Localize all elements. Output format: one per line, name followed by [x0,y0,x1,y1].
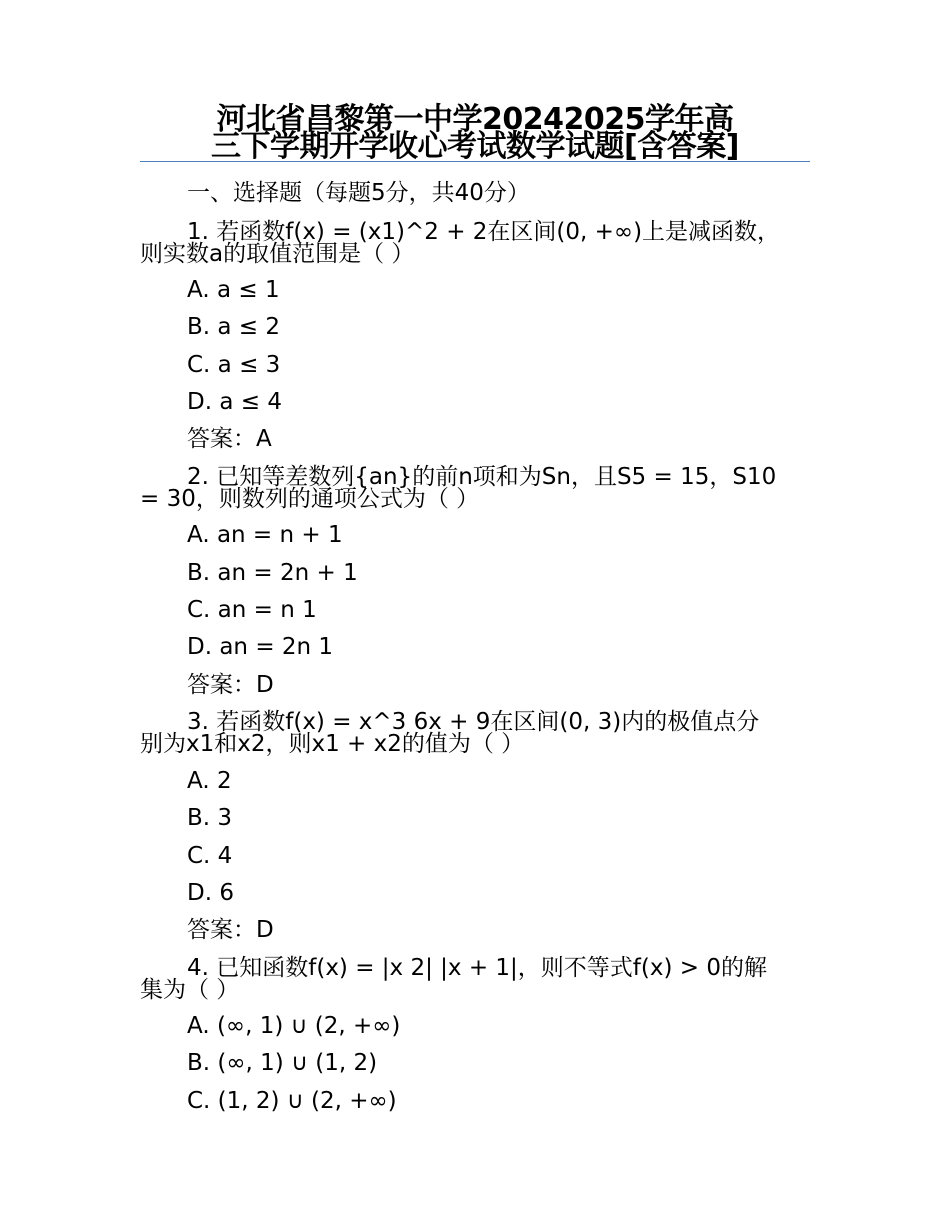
document-title [140,102,810,164]
question-1-option-b: B. a ≤ 2 [187,314,281,340]
question-2-option-a: A. an = n + 1 [187,522,343,548]
question-3-answer: 答案：D [187,917,274,943]
question-4-option-c: C. (1, 2) ∪ (2, +∞) [187,1088,397,1114]
title-line-1: 河北省昌黎第一中学20242025学年高 [216,102,734,137]
question-1-option-d: D. a ≤ 4 [187,389,282,415]
question-2-option-b: B. an = 2n + 1 [187,560,358,586]
question-4-stem-line-2: 集为（ ） [140,977,240,1003]
question-2-stem-line-1: 2. 已知等差数列{an}的前n项和为Sn，且S5 = 15，S10 [187,464,777,490]
question-1-option-a: A. a ≤ 1 [187,277,280,303]
title-line-2: 三下学期开学收心考试数学试题[含答案] [211,129,739,164]
question-3-stem-line-1: 3. 若函数f(x) = x^3 6x + 9在区间(0, 3)内的极值点分 [187,709,760,735]
question-3-stem-line-2: 别为x1和x2，则x1 + x2的值为（ ） [140,731,525,757]
question-2-option-d: D. an = 2n 1 [187,634,334,660]
question-3-option-a: A. 2 [187,768,232,794]
question-1-stem-line-2: 则实数a的取值范围是（ ） [140,241,415,267]
question-4-option-a: A. (∞, 1) ∪ (2, +∞) [187,1013,401,1039]
question-1-option-c: C. a ≤ 3 [187,352,281,378]
question-1-answer: 答案：A [187,426,272,452]
question-4-option-b: B. (∞, 1) ∪ (1, 2) [187,1050,378,1076]
question-3-option-d: D. 6 [187,880,234,906]
section-heading: 一、选择题（每题5分，共40分） [187,180,530,206]
title-underline [140,161,810,162]
question-2-option-c: C. an = n 1 [187,597,317,623]
question-2-answer: 答案：D [187,672,274,698]
question-2-stem-line-2: = 30，则数列的通项公式为（ ） [140,486,480,512]
question-4-stem-line-1: 4. 已知函数f(x) = |x 2| |x + 1|，则不等式f(x) > 0的解 [187,955,767,981]
question-3-option-c: C. 4 [187,843,233,869]
question-1-stem-line-1: 1. 若函数f(x) = (x1)^2 + 2在区间(0, +∞)上是减函数， [187,219,781,245]
question-3-option-b: B. 3 [187,805,233,831]
